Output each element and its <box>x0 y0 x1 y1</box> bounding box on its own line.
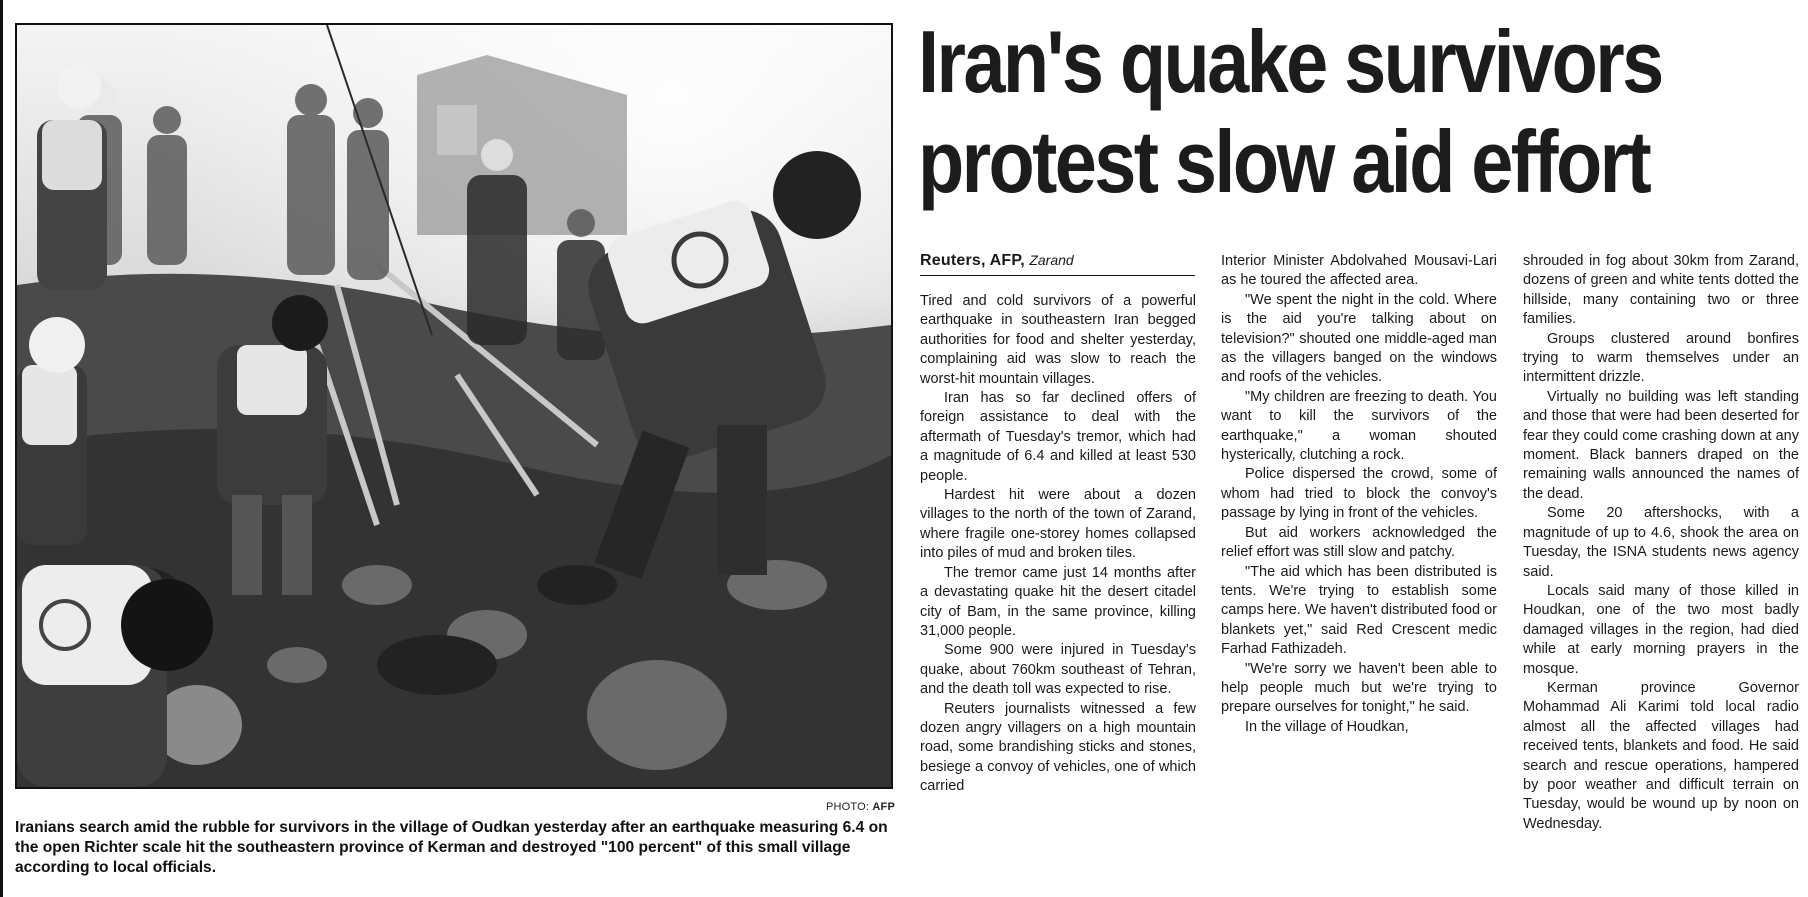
news-photo <box>15 23 893 789</box>
paragraph: Kerman province Governor Mohammad Ali Karimi told local radio almost all the affected villages had received tents, blankets and food. He said search and rescue operations, hampered by poor weather and difficult terrain on Tuesday, would be wound up by noon on Wednesday. <box>1523 679 1799 832</box>
article-column-1 <box>920 292 1196 797</box>
byline <box>920 252 1195 276</box>
headline-line-1: Iran's quake survivors <box>918 12 1662 111</box>
photo-credit-agency: AFP <box>872 801 895 813</box>
paragraph: The tremor came just 14 months after a devastating quake hit the desert citadel city of Bam, in the same province, killing 31,000 people. <box>920 564 1196 639</box>
paragraph: Hardest hit were about a dozen villages to the north of the town of Zarand, where fragile one-storey homes collapsed into piles of mud and broken tiles. <box>920 487 1196 562</box>
paragraph: Iran has so far declined offers of foreign assistance to deal with the aftermath of Tuesday's tremor, which had a magnitude of 6.4 and killed at least 530 people. <box>920 390 1196 484</box>
paragraph: But aid workers acknowledged the relief effort was still slow and patchy. <box>1221 524 1497 561</box>
paragraph: Some 20 aftershocks, with a magnitude of up to 4.6, shook the area on Tuesday, the ISNA students news agency said. <box>1523 505 1799 580</box>
paragraph: Locals said many of those killed in Houdkan, one of the two most badly damaged villages in the region, had died while at early morning prayers in the mosque. <box>1523 582 1799 677</box>
paragraph: "My children are freezing to death. You want to kill the survivors of the earthquake," a woman shouted hysterically, clutching a rock. <box>1221 388 1497 464</box>
paragraph: Interior Minister Abdolvahed Mousavi-Lari as he toured the affected area. <box>1221 253 1497 289</box>
paragraph: Some 900 were injured in Tuesday's quake, about 760km southeast of Tehran, and the death toll was expected to rise. <box>920 642 1196 698</box>
article-column-3 <box>1523 252 1799 834</box>
paragraph: Police dispersed the crowd, some of whom had tried to block the convoy's passage by lying in front of the vehicles. <box>1221 466 1497 522</box>
left-column-rule <box>0 0 3 897</box>
headline-line-2: protest slow aid effort <box>918 112 1650 211</box>
paragraph: Tired and cold survivors of a powerful earthquake in southeastern Iran begged authorities for food and shelter yesterday, complaining aid was slow to reach the worst-hit mountain villages. <box>920 293 1196 387</box>
paragraph: Reuters journalists witnessed a few dozen angry villagers on a high mountain road, some brandishing sticks and stones, besiege a convoy of vehicles, one of which carried <box>920 700 1196 795</box>
paragraph: shrouded in fog about 30km from Zarand, dozens of green and white tents dotted the hillside, many containing two or three families. <box>1523 253 1799 328</box>
headline <box>918 12 1675 212</box>
paragraph: In the village of Houdkan, <box>1245 718 1409 735</box>
photo-credit-label: PHOTO: <box>825 801 870 813</box>
photo-credit <box>15 801 895 813</box>
paragraph: Groups clustered around bonfires trying to warm themselves under an intermittent drizzle. <box>1523 330 1799 386</box>
paragraph: "We're sorry we haven't been able to help people much but we're trying to prepare ourselves for tonight," he said. <box>1221 660 1497 716</box>
paragraph: "We spent the night in the cold. Where is the aid you're talking about on television?" shouted one middle-aged man as the villagers banged on the windows and roofs of the vehicles. <box>1221 291 1497 386</box>
byline-place: Zarand <box>1029 252 1074 268</box>
photo-caption: Iranians search amid the rubble for survivors in the village of Oudkan yesterday after an earthquake measuring 6.4 on the open Richter scale hit the southeastern province of Kerman and destroyed "100 percent" of this small village according to local officials. <box>15 819 888 876</box>
paragraph: Virtually no building was left standing and those that were had been deserted for fear they could come crashing down at any moment. Black banners draped on the remaining walls announced the names of the dead. <box>1523 388 1799 502</box>
paragraph: "The aid which has been distributed is tents. We're trying to establish some camps here. We haven't distributed food or blankets yet," said Red Crescent medic Farhad Fathizadeh. <box>1221 563 1497 658</box>
rubble-scene-illustration <box>17 25 891 787</box>
article-column-2 <box>1221 252 1497 737</box>
byline-agency: Reuters, AFP, <box>920 252 1025 269</box>
